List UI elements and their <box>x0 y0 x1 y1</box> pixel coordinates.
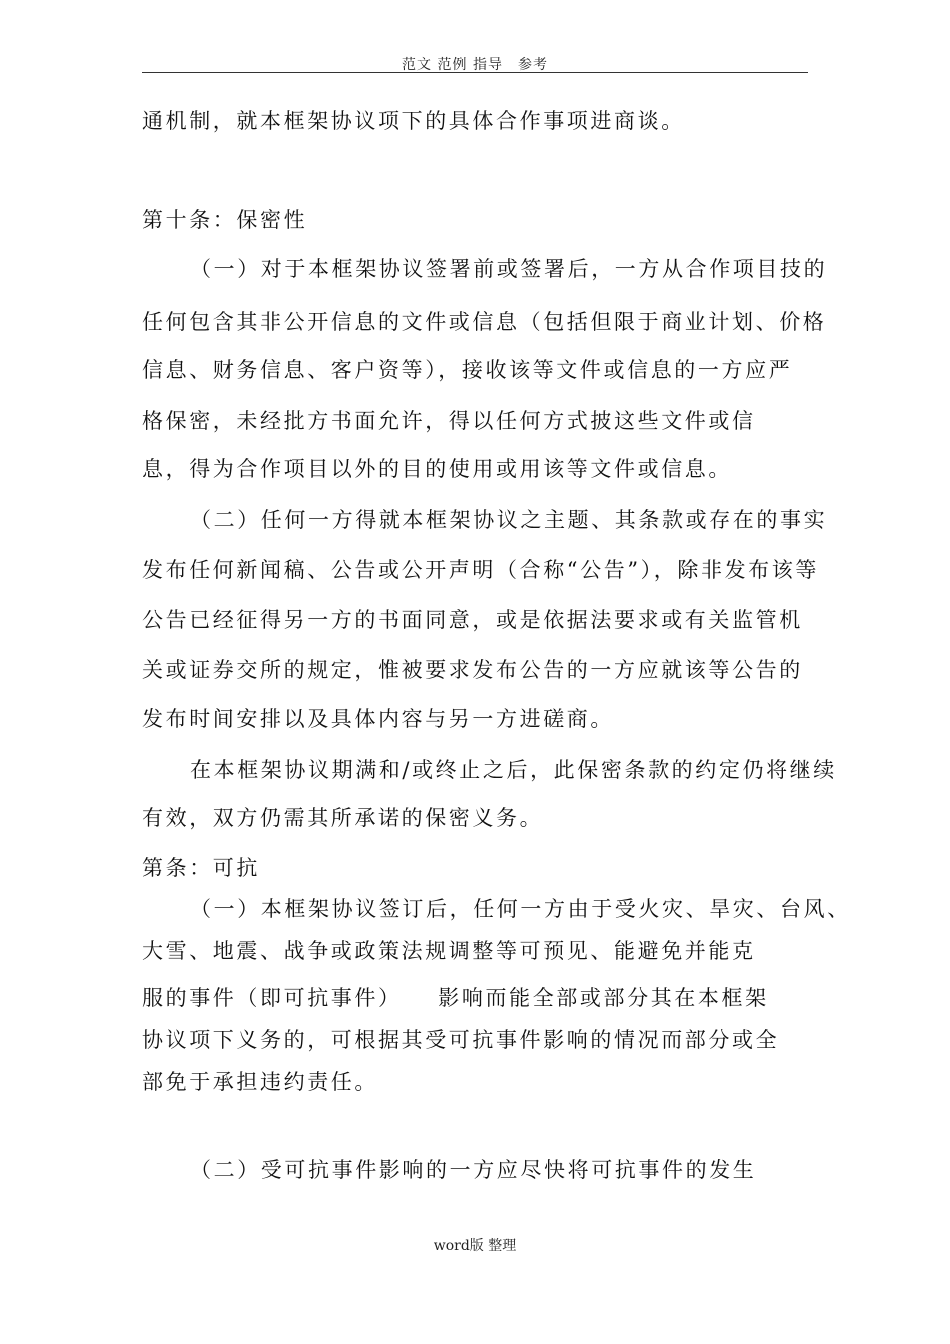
body-line: 格保密，未经批方书面允许，得以任何方式披这些文件或信 <box>142 409 756 433</box>
body-line: 任何包含其非公开信息的文件或信息（包括但限于商业计划、价格 <box>142 310 827 334</box>
body-line: 公告已经征得另一方的书面同意，或是依据法要求或有关监管机 <box>142 608 803 632</box>
body-line: 有效，双方仍需其所承诺的保密义务。 <box>142 806 544 830</box>
body-line: （一）本框架协议签订后，任何一方由于受火灾、旱灾、台风、 <box>190 897 851 921</box>
page-footer: word版 整理 <box>433 1238 517 1254</box>
body-line: 息，得为合作项目以外的目的使用或用该等文件或信息。 <box>142 457 732 481</box>
section-heading-confidentiality: 第十条：保密性 <box>142 208 308 232</box>
body-line: （二）受可抗事件影响的一方应尽快将可抗事件的发生 <box>190 1158 757 1182</box>
body-line: 发布时间安排以及具体内容与另一方进磋商。 <box>142 707 614 731</box>
body-line: （二）任何一方得就本框架协议之主题、其条款或存在的事实 <box>190 508 828 532</box>
body-line: 协议项下义务的，可根据其受可抗事件影响的情况而部分或全 <box>142 1028 780 1052</box>
body-line: 部免于承担违约责任。 <box>142 1070 378 1094</box>
page-header: 范文 范例 指导 参考 <box>402 57 548 73</box>
body-line: 在本框架协议期满和/或终止之后，此保密条款的约定仍将继续 <box>190 758 837 782</box>
body-line: 信息、财务信息、客户资等），接收该等文件或信息的一方应严 <box>142 358 793 382</box>
body-line: 发布任何新闻稿、公告或公开声明（合称“公告”），除非发布该等 <box>142 558 819 582</box>
body-line: 关或证券交所的规定，惟被要求发布公告的一方应就该等公告的 <box>142 658 803 682</box>
header-rule <box>142 72 808 73</box>
section-heading-force-majeure: 第条：可抗 <box>142 856 260 880</box>
body-line: 大雪、地震、战争或政策法规调整等可预见、能避免并能克 <box>142 939 756 963</box>
body-line: 通机制，就本框架协议项下的具体合作事项进商谈。 <box>142 109 685 133</box>
body-line: （一）对于本框架协议签署前或签署后，一方从合作项目技的 <box>190 257 828 281</box>
body-line: 服的事件（即可抗事件） 影响而能全部或部分其在本框架 <box>142 986 769 1010</box>
